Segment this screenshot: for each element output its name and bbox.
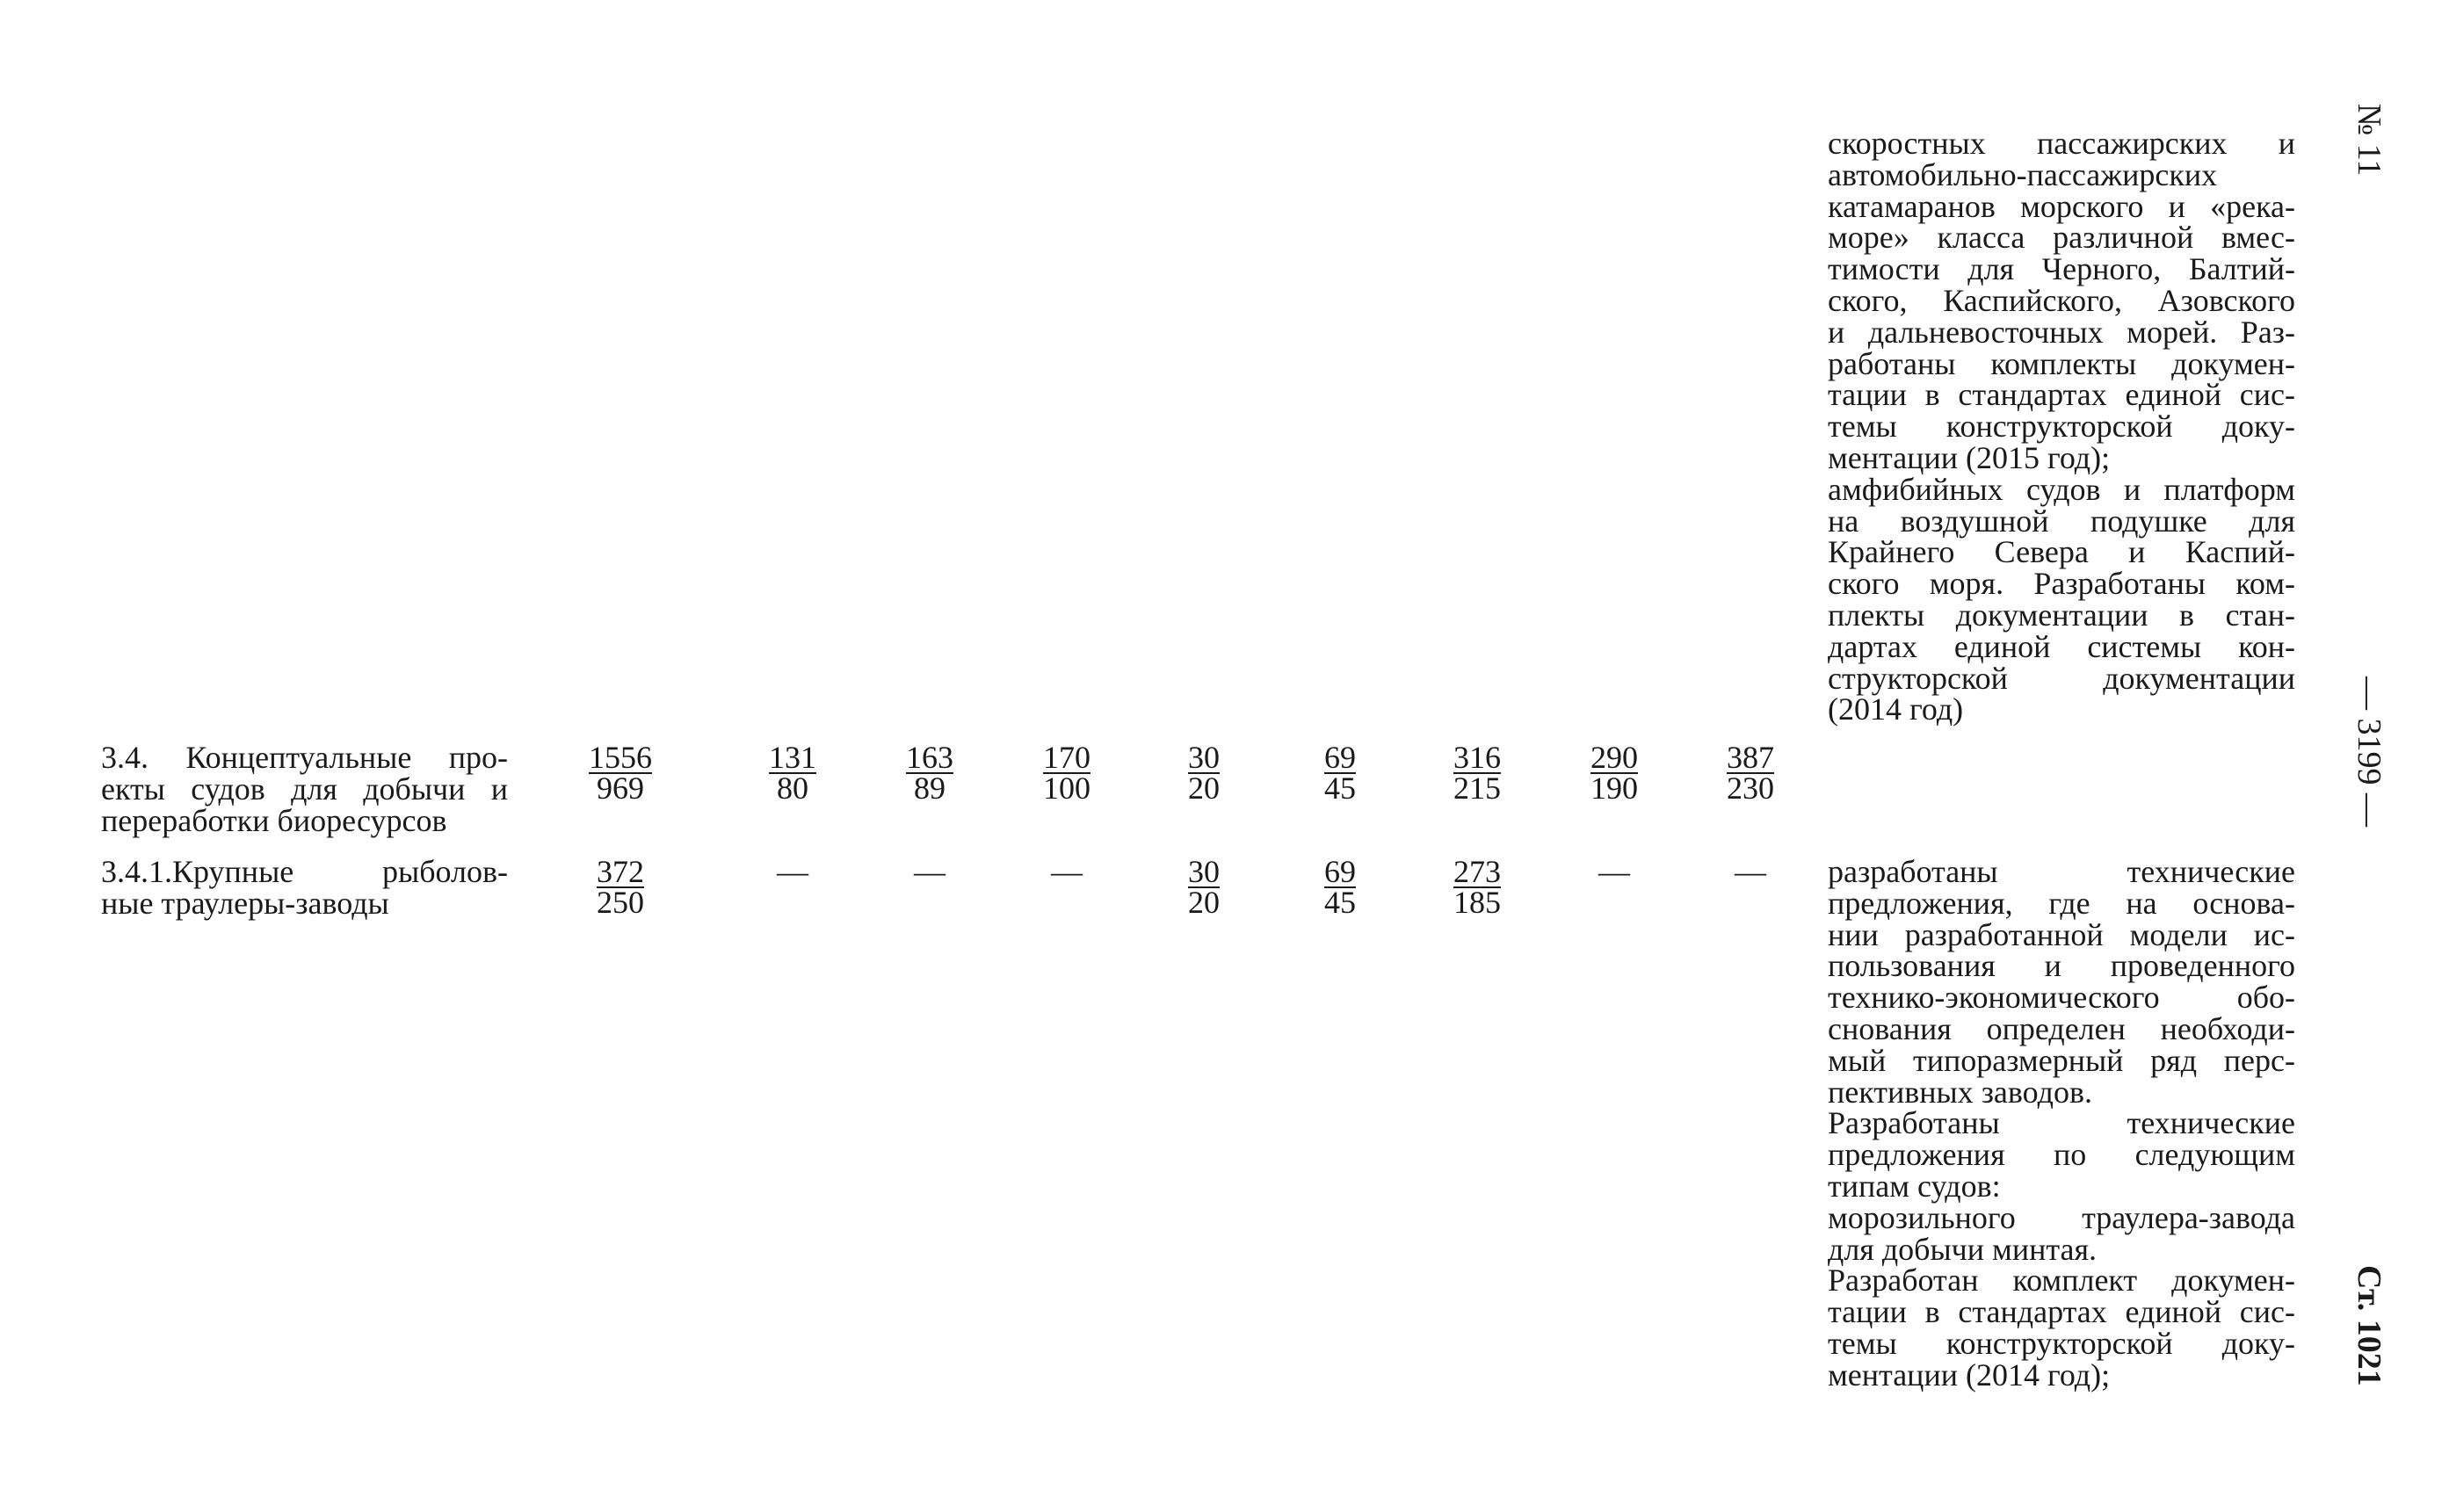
text-line: 3.4. Концептуальные про-: [101, 740, 508, 775]
text-line: морозильного траулера-завода: [1828, 1199, 2295, 1235]
text-line: мый типоразмерный ряд перс-: [1828, 1042, 2295, 1078]
row-title-3-4-1: [101, 854, 508, 921]
cell-empty-dash: —: [914, 854, 946, 889]
text-line: 3.4.1.Крупные рыболов-: [101, 854, 508, 889]
text-line: дартах единой системы кон-: [1828, 628, 2295, 664]
text-line: екты судов для добычи и: [101, 770, 508, 807]
cell-col-5: 69 45: [1324, 740, 1356, 806]
cell-total: 1556 969: [589, 740, 652, 806]
cell-col-7: 290 190: [1590, 740, 1638, 806]
cell-empty-dash: —: [1051, 854, 1083, 889]
text-line: типам судов:: [1828, 1168, 2001, 1204]
cell-col-6: 316 215: [1453, 740, 1501, 806]
text-line: тимости для Черного, Балтий-: [1828, 251, 2295, 287]
text-line: переработки биоресурсов: [101, 802, 447, 838]
text-line: катамаранов морского и «река-: [1828, 188, 2295, 224]
text-line: работаны комплекты докумен-: [1828, 345, 2295, 381]
text-line: Крайнего Севера и Каспий-: [1828, 534, 2295, 570]
text-line: плекты документации в стан-: [1828, 597, 2295, 633]
row-title-3-4: [101, 742, 508, 836]
text-line: автомобильно-пассажирских: [1828, 156, 2218, 192]
text-line: ментации (2015 год);: [1828, 439, 2111, 475]
text-line: темы конструкторской доку-: [1828, 409, 2295, 445]
description-paragraph-bottom: [1828, 854, 2295, 1393]
text-line: нии разработанной модели ис-: [1828, 916, 2295, 952]
text-line: темы конструкторской доку-: [1828, 1325, 2295, 1361]
text-line: Разработаны технические: [1828, 1105, 2295, 1141]
text-line: снования определен необходи-: [1828, 1010, 2295, 1046]
text-line: предложения по следующим: [1828, 1137, 2295, 1173]
description-paragraph-top: [1828, 128, 2295, 726]
text-line: (2014 год): [1828, 691, 1964, 727]
text-line: ского моря. Разработаны ком-: [1828, 566, 2295, 602]
article-number: Ст. 1021: [2351, 1265, 2387, 1386]
cell-total: 372 250: [597, 854, 644, 920]
text-line: разработаны технические: [1828, 854, 2295, 889]
text-line: пективных заводов.: [1828, 1074, 2092, 1110]
cell-empty-dash: —: [1735, 854, 1766, 889]
cell-col-4: 30 20: [1188, 854, 1220, 920]
cell-col-2: 163 89: [906, 740, 953, 806]
text-line: пользования и проведенного: [1828, 948, 2295, 984]
text-line: скоростных пассажирских и: [1828, 126, 2295, 161]
cell-col-6: 273 185: [1453, 854, 1501, 920]
text-line: структорской документации: [1828, 660, 2295, 696]
text-line: для добычи минтая.: [1828, 1231, 2098, 1267]
cell-empty-dash: —: [777, 854, 808, 889]
text-line: предложения, где на основа-: [1828, 885, 2295, 921]
cell-empty-dash: —: [1598, 854, 1630, 889]
text-line: ментации (2014 год);: [1828, 1356, 2111, 1393]
text-line: ные траулеры-заводы: [101, 885, 389, 921]
cell-col-1: 131 80: [769, 740, 816, 806]
text-line: Разработан комплект докумен-: [1828, 1262, 2295, 1299]
text-line: тации в стандартах единой сис-: [1828, 1294, 2295, 1330]
text-line: тации в стандартах единой сис-: [1828, 377, 2295, 413]
cell-col-4: 30 20: [1188, 740, 1220, 806]
page-number: — 3199 —: [2351, 676, 2387, 827]
text-line: амфибийных судов и платформ: [1828, 471, 2295, 507]
text-line: на воздушной подушке для: [1828, 503, 2295, 539]
cell-col-8: 387 230: [1727, 740, 1774, 806]
text-line: технико-экономического обо-: [1828, 980, 2295, 1016]
cell-col-3: 170 100: [1043, 740, 1090, 806]
text-line: море» класса различной вмес-: [1828, 220, 2295, 256]
cell-col-5: 69 45: [1324, 854, 1356, 920]
text-line: и дальневосточных морей. Раз-: [1828, 314, 2295, 350]
text-line: ского, Каспийского, Азовского: [1828, 282, 2295, 318]
issue-number: № 11: [2351, 104, 2387, 177]
